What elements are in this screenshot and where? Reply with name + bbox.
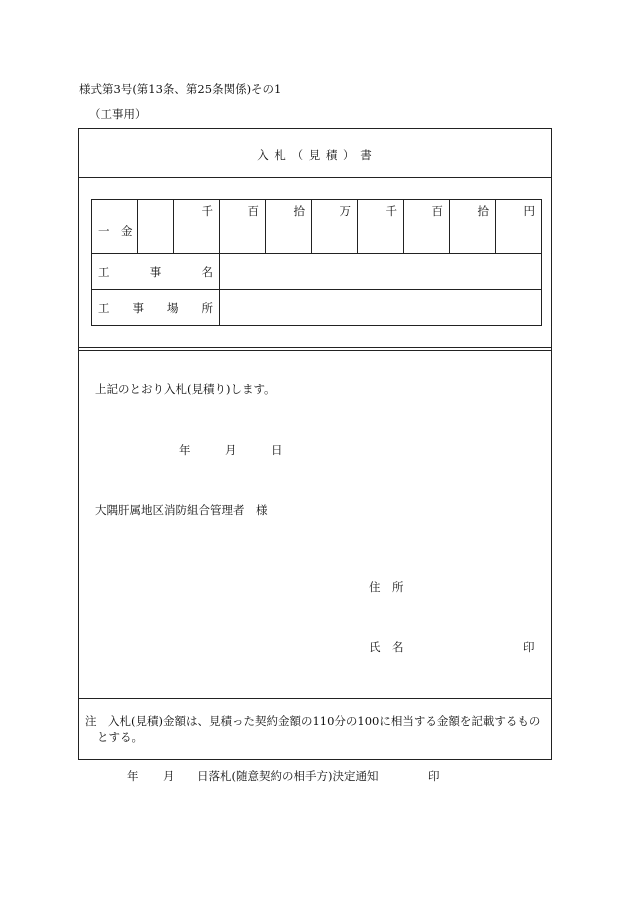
footer-award-text: 日落札(随意契約の相手方)決定通知 [197, 769, 379, 783]
amount-digit-cell[interactable]: 拾 [266, 200, 312, 254]
section-double-rule-bottom [79, 350, 551, 351]
section-double-rule-top [79, 347, 551, 348]
form-number-header: 様式第3号(第13条、第25条関係)その1 [79, 82, 282, 96]
note-divider [79, 698, 551, 699]
note-text: 注 入札(見積)金額は、見積った契約金額の110分の100に相当する金額を記載するもの とする。 [85, 714, 541, 744]
work-name-label: 工 事 名 [92, 254, 220, 290]
work-place-label: 工 事 場 所 [92, 290, 220, 326]
amount-digit-blank[interactable] [138, 200, 174, 254]
title-divider [79, 177, 551, 178]
footer-month-label: 月 [163, 769, 175, 783]
amount-digit-cell[interactable]: 百 [220, 200, 266, 254]
date-month-label: 月 [225, 443, 237, 457]
form-title: 入 札 （ 見 積 ） 書 [257, 148, 373, 162]
amount-label: 一 金 [92, 200, 138, 254]
amount-row [92, 200, 542, 254]
amount-digit-cell[interactable]: 拾 [450, 200, 496, 254]
work-place-field[interactable] [220, 290, 542, 326]
date-day-label: 日 [271, 443, 283, 457]
form-subheader: （工事用） [89, 107, 147, 121]
footer-seal-mark: 印 [428, 769, 440, 783]
bid-form-frame [78, 128, 552, 760]
name-label: 氏 名 [369, 640, 404, 654]
address-label: 住 所 [369, 580, 404, 594]
footer-year-label: 年 [127, 769, 139, 783]
work-place-row [92, 290, 542, 326]
seal-mark: 印 [523, 640, 535, 654]
amount-digit-cell[interactable]: 百 [404, 200, 450, 254]
work-name-row [92, 254, 542, 290]
work-name-field[interactable] [220, 254, 542, 290]
addressee: 大隅肝属地区消防組合管理者 様 [95, 503, 268, 517]
amount-digit-cell[interactable]: 千 [358, 200, 404, 254]
date-year-label: 年 [179, 443, 191, 457]
amount-digit-cell[interactable]: 円 [496, 200, 542, 254]
amount-table [91, 199, 542, 326]
amount-digit-cell[interactable]: 万 [312, 200, 358, 254]
amount-digit-cell[interactable]: 千 [174, 200, 220, 254]
bid-statement: 上記のとおり入札(見積り)します。 [95, 382, 276, 396]
